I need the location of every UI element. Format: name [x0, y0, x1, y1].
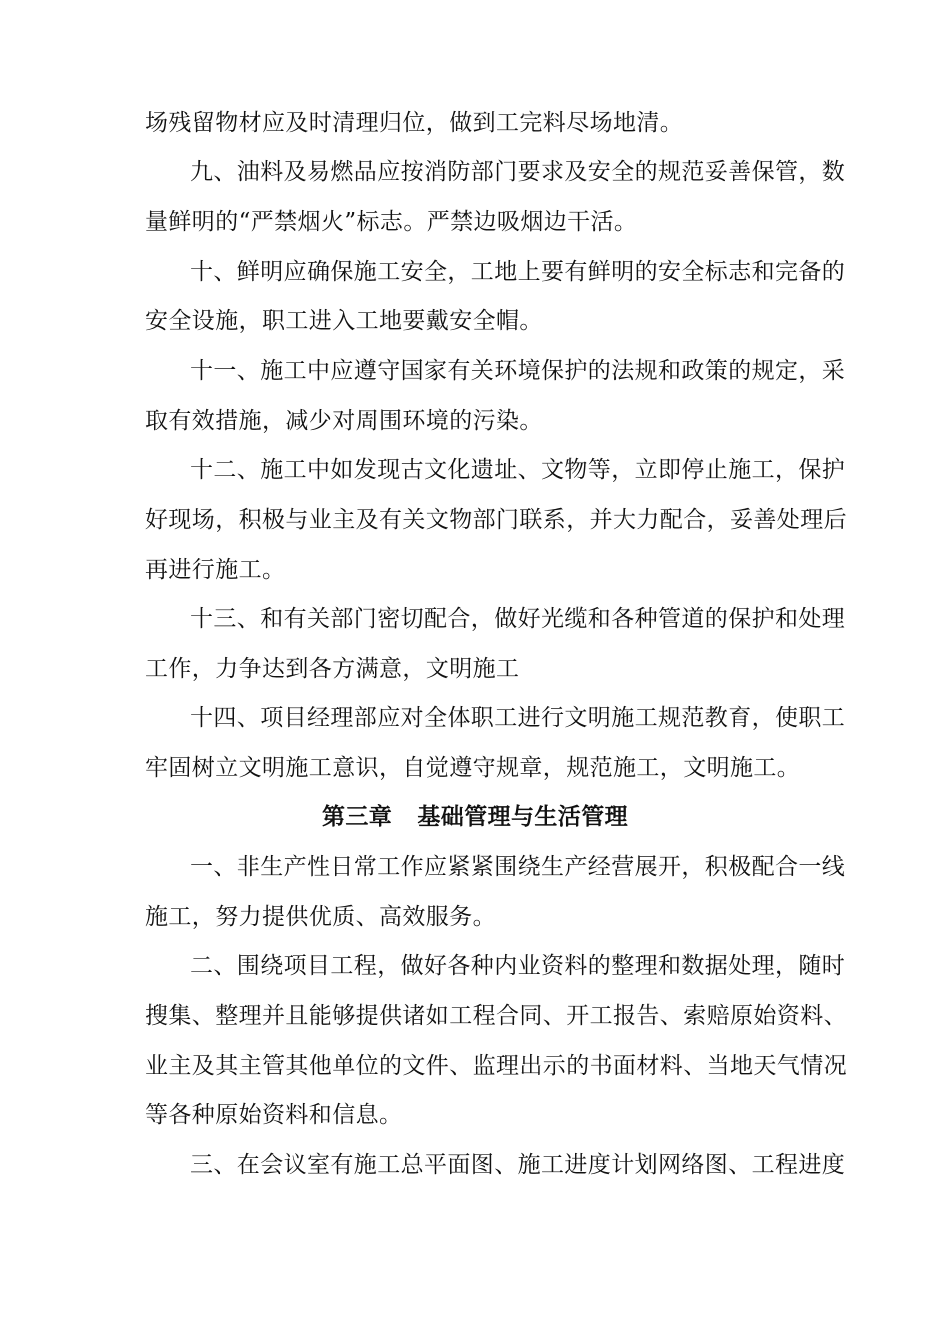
text-line: 十四、项目经理部应对全体职工进行文明施工规范教育，使职工	[190, 705, 846, 731]
text-line: 好现场，积极与业主及有关文物部门联系，并大力配合，妥善处理后	[145, 507, 847, 533]
text-line: 二、围绕项目工程，做好各种内业资料的整理和数据处理，随时	[190, 953, 846, 979]
text-line: 安全设施，职工进入工地要戴安全帽。	[145, 308, 543, 334]
text-line: 等各种原始资料和信息。	[145, 1102, 403, 1128]
text-line: 十三、和有关部门密切配合，做好光缆和各种管道的保护和处理	[190, 606, 846, 632]
text-line: 三、在会议室有施工总平面图、施工进度计划网络图、工程进度	[190, 1152, 846, 1178]
text-line: 施工，努力提供优质、高效服务。	[145, 904, 496, 930]
text-line: 牢固树立文明施工意识，自觉遵守规章，规范施工，文明施工。	[145, 755, 801, 781]
text-line: 场残留物材应及时清理归位，做到工完料尽场地清。	[145, 110, 684, 136]
chapter-heading: 第三章 基础管理与生活管理	[321, 803, 629, 830]
text-line: 业主及其主管其他单位的文件、监理出示的书面材料、当地天气情况	[145, 1053, 847, 1079]
text-line: 搜集、整理并且能够提供诸如工程合同、开工报告、索赔原始资料、	[145, 1003, 847, 1029]
text-line: 十、鲜明应确保施工安全，工地上要有鲜明的安全标志和完备的	[190, 259, 846, 285]
text-line: 取有效措施，减少对周围环境的污染。	[145, 408, 543, 434]
text-line: 工作，力争达到各方满意，文明施工	[145, 656, 520, 682]
text-line: 再进行施工。	[145, 557, 286, 583]
text-line: 九、油料及易燃品应按消防部门要求及安全的规范妥善保管，数	[190, 159, 846, 185]
text-line: 十一、施工中应遵守国家有关环境保护的法规和政策的规定，采	[190, 358, 846, 384]
text-line: 量鲜明的“严禁烟火”标志。严禁边吸烟边干活。	[145, 209, 638, 235]
text-line: 十二、施工中如发现古文化遗址、文物等，立即停止施工，保护	[190, 457, 846, 483]
text-line: 一、非生产性日常工作应紧紧围绕生产经营展开，积极配合一线	[190, 854, 846, 880]
